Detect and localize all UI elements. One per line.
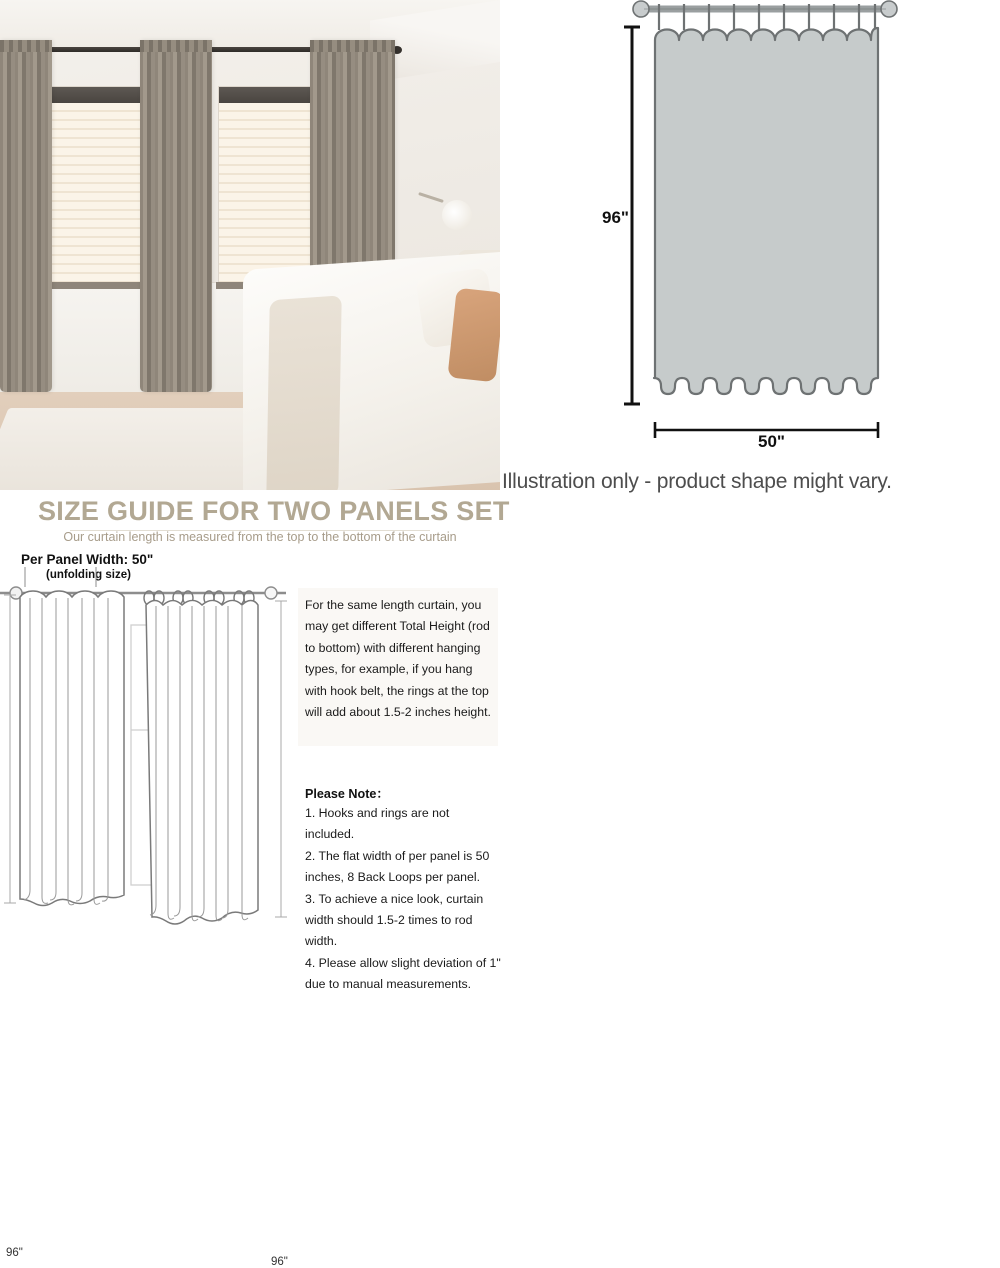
two-panel-line-drawing <box>0 565 300 995</box>
throw-blanket <box>266 295 341 500</box>
please-note-item: 3. To achieve a nice look, curtain width should 1.5-2 times to rod width. <box>305 892 484 948</box>
bedroom-photo <box>0 0 500 500</box>
right-height-dimension <box>275 601 287 917</box>
window-header <box>49 87 142 103</box>
curtain-diagram-svg <box>500 0 1000 470</box>
window-right <box>218 86 313 283</box>
curtain-panel <box>140 40 212 392</box>
rod-group <box>633 1 897 17</box>
curtain-body <box>654 28 878 394</box>
curtain-header <box>140 40 212 52</box>
hanging-info-text: For the same length curtain, you may get different Total Height (rod to bottom) with different hanging types, for example, if you hang with hook belt, the rings at the top will add about 1.5-2 inches height. <box>305 598 491 720</box>
window-left <box>48 86 143 283</box>
please-note-item: 2. The flat width of per panel is 50 inches, 8 Back Loops per panel. <box>305 849 490 884</box>
illustration-width-label: 50" <box>758 432 785 451</box>
unfolding-size-label: (unfolding size) <box>46 569 131 581</box>
page-subtitle: Our curtain length is measured from the top to the bottom of the curtain <box>63 530 457 544</box>
cellular-shade <box>49 103 142 282</box>
cellular-shade <box>219 103 312 282</box>
accent-pillow <box>447 288 504 383</box>
curtain-illustration <box>500 0 1000 500</box>
left-height-dimension <box>4 595 16 903</box>
left-height-label: 96" <box>6 1247 23 1259</box>
curtain-panel <box>0 40 52 392</box>
right-panel-gathered <box>146 601 258 925</box>
page-title: SIZE GUIDE FOR TWO PANELS SET <box>38 496 510 526</box>
curtain-header <box>0 40 52 52</box>
window-header <box>219 87 312 103</box>
please-note-title: Please Note： <box>305 787 389 801</box>
please-note-item: 4. Please allow slight deviation of 1" due to manual measurements. <box>305 956 501 991</box>
illustration-height-label: 96" <box>602 208 629 227</box>
window-sill <box>46 282 145 289</box>
illustration-caption: Illustration only - product shape might vary. <box>502 470 892 493</box>
wall-lamp <box>442 200 472 230</box>
right-height-label: 96" <box>271 1256 288 1268</box>
please-note-item: 1. Hooks and rings are not included. <box>305 806 450 841</box>
hanging-info-box <box>298 588 498 746</box>
curtain-header <box>310 40 395 52</box>
per-panel-width-label: Per Panel Width: 50" <box>21 552 154 567</box>
please-note-list <box>305 803 501 996</box>
